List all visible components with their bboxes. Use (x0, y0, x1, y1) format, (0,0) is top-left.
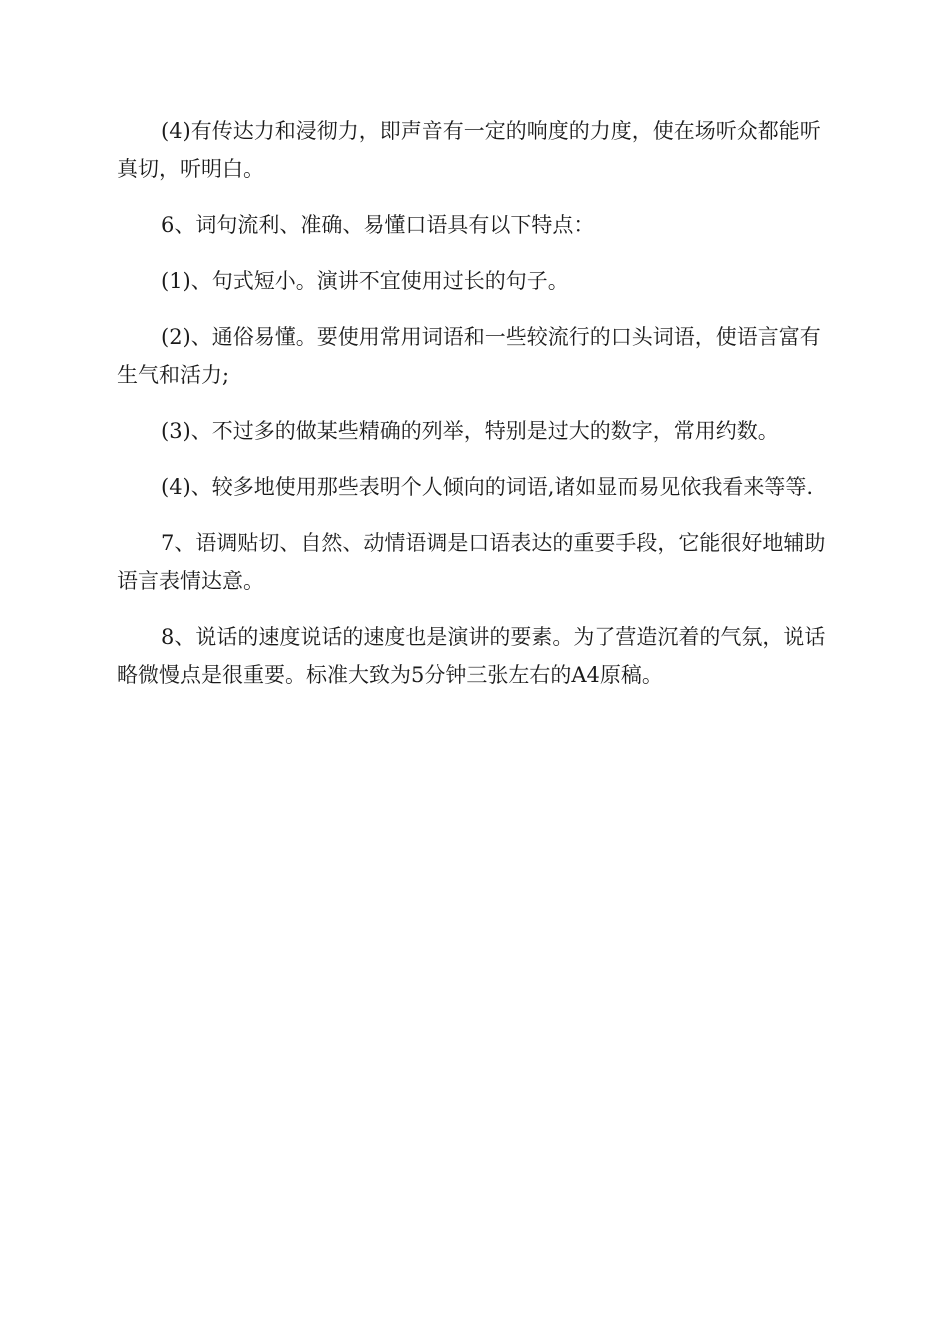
document-body (117, 112, 837, 712)
paragraph-sub-4: (4)、较多地使用那些表明个人倾向的词语,诸如显而易见依我看来等等. (161, 475, 814, 499)
paragraph-item-7: 7、语调贴切、自然、动情语调是口语表达的重要手段，它能很好地辅助语言表情达意。 (117, 531, 826, 593)
paragraph-voice-projection: (4)有传达力和浸彻力，即声音有一定的响度的力度，使在场听众都能听真切，听明白。 (117, 119, 821, 181)
paragraph-sub-2: (2)、通俗易懂。要使用常用词语和一些较流行的口头词语，使语言富有生气和活力; (117, 325, 821, 387)
paragraph-item-6: 6、词句流利、准确、易懂口语具有以下特点： (161, 213, 595, 237)
paragraph-sub-3: (3)、不过多的做某些精确的列举，特别是过大的数字，常用约数。 (161, 419, 779, 443)
paragraph-item-8: 8、说话的速度说话的速度也是演讲的要素。为了营造沉着的气氛，说话略微慢点是很重要。标准大致为5分钟三张左右的A4原稿。 (117, 625, 826, 687)
paragraph-sub-1: (1)、句式短小。演讲不宜使用过长的句子。 (161, 269, 569, 293)
